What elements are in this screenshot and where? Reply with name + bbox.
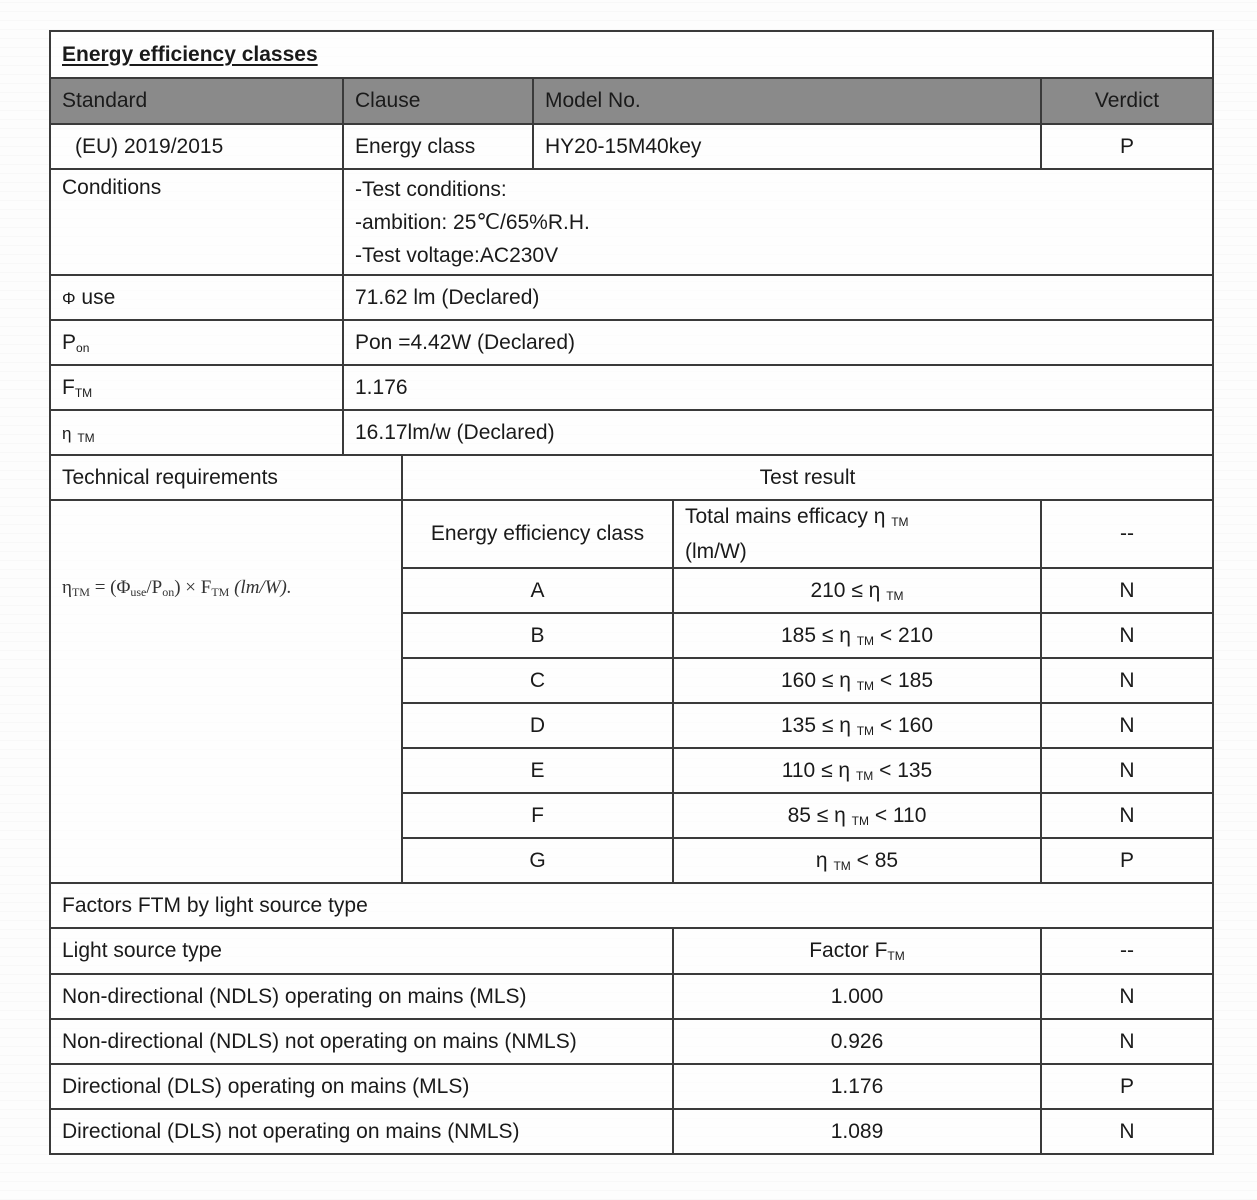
class-letter: A: [402, 568, 673, 613]
class-verdict-header: --: [1041, 500, 1213, 568]
light-source-type: Non-directional (NDLS) operating on mains (MLS): [50, 974, 673, 1019]
eta-tm-value: 16.17lm/w (Declared): [343, 410, 1213, 455]
p-on-row: [50, 320, 1213, 365]
class-verdict: N: [1041, 793, 1213, 838]
light-source-type-header: Light source type: [50, 928, 673, 974]
class-letter: B: [402, 613, 673, 658]
efficacy-header: Total mains efficacy η $_{TM}$ (lm/W): [673, 500, 1041, 568]
verdict-value: P: [1041, 124, 1213, 169]
class-range: 135 ≤ η $_{TM}$ < 160: [673, 703, 1041, 748]
phi-use-label: Φ use: [50, 275, 343, 320]
class-verdict: N: [1041, 658, 1213, 703]
class-letter: C: [402, 658, 673, 703]
condition-line: -Test conditions:: [355, 177, 507, 201]
class-header: Energy efficiency class: [402, 500, 673, 568]
header-model-no: Model No.: [533, 78, 1041, 124]
factor-verdict: N: [1041, 974, 1213, 1019]
factor-header: Factor $F_{TM}$: [673, 928, 1041, 974]
phi-use-row: [50, 275, 1213, 320]
summary-row: [50, 124, 1213, 169]
conditions-value: [343, 169, 1213, 275]
eta-tm-label: η $_{TM}$: [50, 410, 343, 455]
factor-row: [50, 1109, 1213, 1154]
class-letter: D: [402, 703, 673, 748]
class-verdict: N: [1041, 613, 1213, 658]
header-clause: Clause: [343, 78, 533, 124]
f-tm-value: 1.176: [343, 365, 1213, 410]
factor-value: 1.000: [673, 974, 1041, 1019]
f-tm-label: $F_{TM}$: [50, 365, 343, 410]
formula-cell: [50, 500, 402, 883]
class-header-row: [50, 500, 1213, 568]
test-result-label: Test result: [402, 455, 1213, 500]
table-title: Energy efficiency classes: [50, 31, 1213, 78]
model-no-value: HY20-15M40key: [533, 124, 1041, 169]
efficacy-formula: $\eta_{TM} = (\Phi_{use}/P_{on}) \times F_{TM}$ (lm/W).: [62, 577, 292, 599]
factor-verdict: N: [1041, 1019, 1213, 1064]
class-letter: G: [402, 838, 673, 883]
factor-row: [50, 1019, 1213, 1064]
condition-line: -Test voltage:AC230V: [355, 243, 559, 267]
factor-value: 1.176: [673, 1064, 1041, 1109]
header-standard: Standard: [50, 78, 343, 124]
factor-verdict: N: [1041, 1109, 1213, 1154]
p-on-label: $P_{on}$: [50, 320, 343, 365]
tech-header-row: [50, 455, 1213, 500]
phi-use-value: 71.62 lm (Declared): [343, 275, 1213, 320]
standard-value: (EU) 2019/2015: [50, 124, 343, 169]
conditions-label: Conditions: [50, 169, 343, 275]
header-row: [50, 78, 1213, 124]
factor-verdict: P: [1041, 1064, 1213, 1109]
class-range: 185 ≤ η $_{TM}$ < 210: [673, 613, 1041, 658]
class-verdict: N: [1041, 568, 1213, 613]
class-verdict: N: [1041, 703, 1213, 748]
factors-section-label: Factors FTM by light source type: [50, 883, 1213, 928]
class-range: 85 ≤ η $_{TM}$ < 110: [673, 793, 1041, 838]
factor-row: [50, 974, 1213, 1019]
factor-row: [50, 1064, 1213, 1109]
light-source-type: Non-directional (NDLS) not operating on mains (NMLS): [50, 1019, 673, 1064]
factor-value: 0.926: [673, 1019, 1041, 1064]
class-verdict: P: [1041, 838, 1213, 883]
class-range: 110 ≤ η $_{TM}$ < 135: [673, 748, 1041, 793]
class-letter: F: [402, 793, 673, 838]
header-verdict: Verdict: [1041, 78, 1213, 124]
condition-line: -ambition: 25℃/65%R.H.: [355, 210, 590, 234]
factor-value: 1.089: [673, 1109, 1041, 1154]
conditions-row: [50, 169, 1213, 275]
technical-requirements-label: Technical requirements: [50, 455, 402, 500]
light-source-type: Directional (DLS) operating on mains (MLS): [50, 1064, 673, 1109]
factors-header-row: [50, 928, 1213, 974]
eta-tm-row: [50, 410, 1213, 455]
factors-section-row: [50, 883, 1213, 928]
p-on-value: Pon =4.42W (Declared): [343, 320, 1213, 365]
class-letter: E: [402, 748, 673, 793]
f-tm-row: [50, 365, 1213, 410]
light-source-type: Directional (DLS) not operating on mains (NMLS): [50, 1109, 673, 1154]
factor-verdict-header: --: [1041, 928, 1213, 974]
energy-efficiency-table: [49, 30, 1214, 1155]
clause-value: Energy class: [343, 124, 533, 169]
class-verdict: N: [1041, 748, 1213, 793]
class-range: η $_{TM}$ < 85: [673, 838, 1041, 883]
class-range: 210 ≤ η $_{TM}$: [673, 568, 1041, 613]
class-range: 160 ≤ η $_{TM}$ < 185: [673, 658, 1041, 703]
